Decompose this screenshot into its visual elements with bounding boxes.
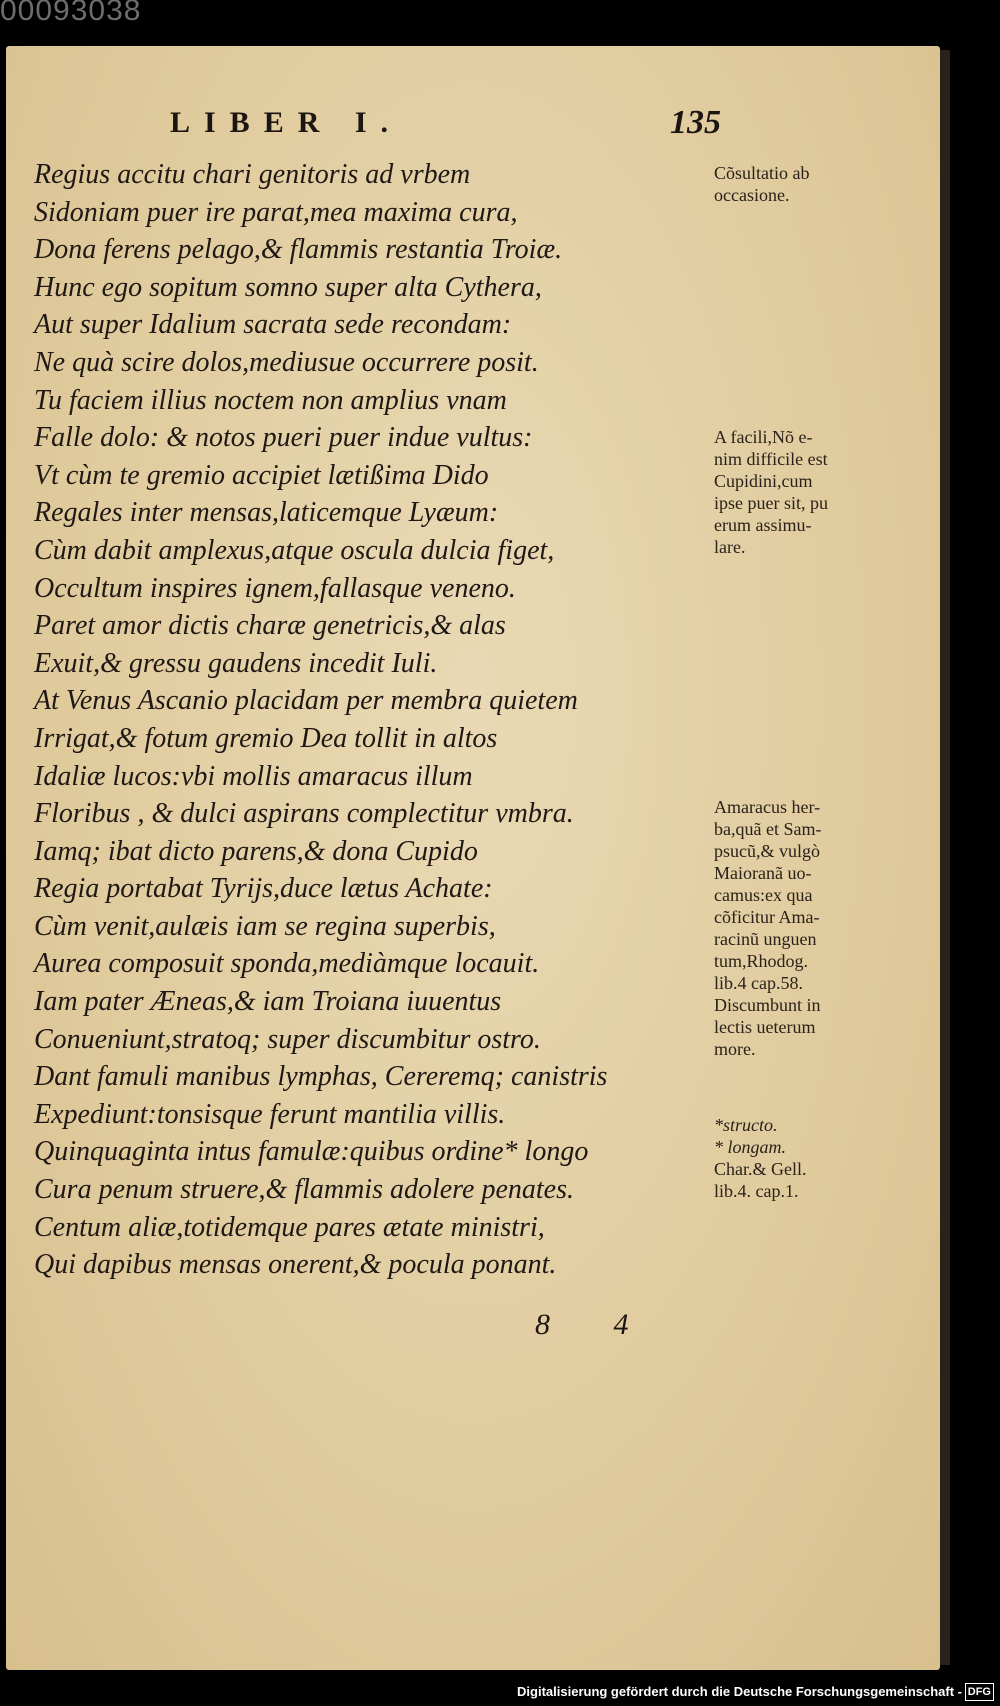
verse-line: Idaliæ lucos:vbi mollis amaracus illum [34,760,473,792]
verse-line: Cùm venit,aulæis iam se regina superbis, [34,910,496,942]
verse-line: Falle dolo: & notos pueri puer indue vultus: [34,422,533,454]
margin-note-line: more. [714,1039,756,1059]
verse-line: Hunc ego sopitum somno super alta Cythera, [34,271,542,303]
margin-note-line: erum assimu- [714,515,812,535]
margin-note-line: ipse puer sit, pu [714,493,828,513]
verse-line: Dona ferens pelago,& flammis restantia Troiæ. [34,234,563,266]
margin-note-line: lib.4. cap.1. [714,1181,799,1201]
verse-line: Quinquaginta intus famulæ:quibus ordine* longo [34,1136,589,1168]
margin-note-a-facili [714,426,894,558]
margin-note-line: Cupidini,cum [714,471,813,491]
margin-note-amaracus [714,796,894,1060]
running-head: LIBER I. [170,106,403,139]
margin-note-consultatio [714,162,894,206]
margin-note-line: psucũ,& vulgò [714,841,820,861]
footer-bar [0,1682,1000,1706]
margin-note-line: racinũ unguen [714,929,817,949]
margin-note-line: *structo. [714,1115,778,1135]
verse-line: Aurea composuit sponda,mediàmque locauit. [34,948,540,980]
verse-line: Cura penum struere,& flammis adolere penates. [34,1174,574,1206]
verse-line: At Venus Ascanio placidam per membra quietem [34,685,578,717]
verse-line: Aut super Idalium sacrata sede recondam: [34,309,512,341]
verse-line: Expediunt:tonsisque ferunt mantilia villis. [34,1098,506,1130]
margin-note-line: Discumbunt in [714,995,821,1015]
verse-line: Floribus , & dulci aspirans complectitur vmbra. [34,798,574,830]
margin-note-line: Char.& Gell. [714,1159,807,1179]
signature-mark: 8 4 [535,1308,657,1341]
verse-line: Exuit,& gressu gaudens incedit Iuli. [34,647,438,679]
verse-line: Iam pater Æneas,& iam Troiana iuuentus [34,986,502,1018]
page-edge-shadow [940,50,950,1665]
margin-note-line: Cõsultatio ab [714,163,810,183]
margin-note-variants [714,1114,894,1202]
margin-note-line: occasione. [714,185,790,205]
verse-line: Iamq; ibat dicto parens,& dona Cupido [34,835,478,867]
margin-note-line: Amaracus her- [714,797,821,817]
margin-note-line: ba,quã et Sam- [714,819,822,839]
margin-note-line: lib.4 cap.58. [714,973,803,993]
margin-note-line: camus:ex qua [714,885,813,905]
margin-note-line: tum,Rhodog. [714,951,809,971]
verse-line: Occultum inspires ignem,fallasque veneno. [34,572,516,604]
margin-note-line: Maioranã uo- [714,863,812,883]
verse-line: Regius accitu chari genitoris ad vrbem [34,159,471,190]
margin-note-line: A facili,Nõ e- [714,427,813,447]
margin-note-line: * longam. [714,1137,786,1157]
verse-line: Qui dapibus mensas onerent,& pocula ponant. [34,1249,557,1281]
verse-line: Regia portabat Tyrijs,duce lætus Achate: [34,873,493,905]
verse-line: Cùm dabit amplexus,atque oscula dulcia figet, [34,534,555,566]
footer-credit: Digitalisierung gefördert durch die Deutsche Forschungsgemeinschaft - [517,1684,962,1699]
margin-note-line: cõficitur Ama- [714,907,820,927]
dfg-logo: DFG [965,1683,994,1701]
margin-note-line: lectis ueterum [714,1017,816,1037]
verse-line: Sidoniam puer ire parat,mea maxima cura, [34,196,518,228]
verse-line: Irrigat,& fotum gremio Dea tollit in altos [34,722,498,754]
folio-number: 135 [670,104,721,141]
verse-line: Tu faciem illius noctem non amplius vnam [34,384,507,416]
verse-line: Paret amor dictis charæ genetricis,& alas [34,610,506,642]
verse-line: Regales inter mensas,laticemque Lyæum: [34,497,499,529]
margin-note-line: lare. [714,537,746,557]
scan-id-label: 00093038 [0,0,142,27]
verse-block [34,156,724,1284]
verse-line: Vt cùm te gremio accipiet lætißima Dido [34,459,489,491]
verse-line: Dant famuli manibus lymphas, Cereremq; canistris [34,1061,608,1093]
verse-line: Ne quà scire dolos,mediusue occurrere posit. [34,346,539,378]
margin-note-line: nim difficile est [714,449,828,469]
verse-line: Conueniunt,stratoq; super discumbitur ostro. [34,1023,541,1055]
verse-line: Centum aliæ,totidemque pares ætate ministri, [34,1211,545,1243]
